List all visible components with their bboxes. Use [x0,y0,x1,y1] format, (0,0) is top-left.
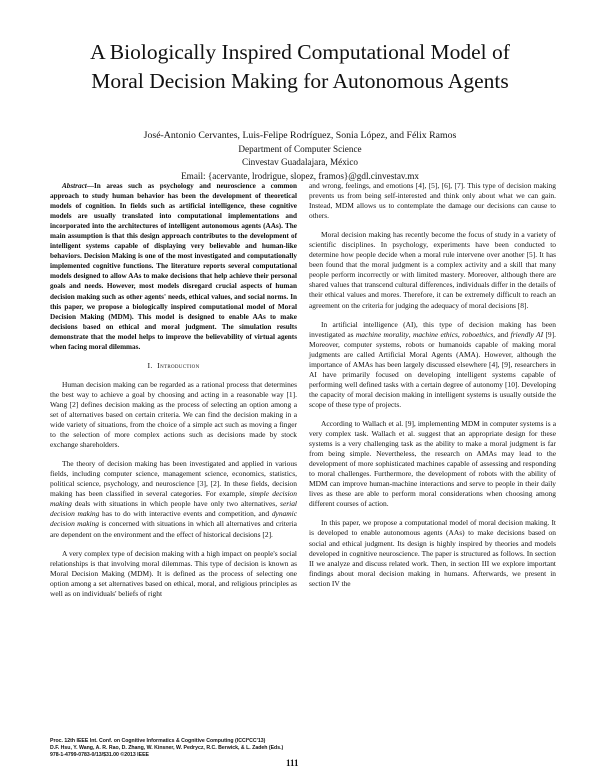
footer-line-1: Proc. 12th IEEE Int. Conf. on Cognitive Informatics & Cognitive Computing (ICCI*CC'13) [50,738,266,744]
emphasis: machine morality [355,329,409,339]
author-block [40,129,560,183]
abstract-label: Abstract [62,182,87,190]
emphasis: machine ethics [412,329,458,339]
paragraph: Moral decision making has recently become the focus of study in a variety of scientific disciplines. In psychology, experiments have been conducted to determine how people decide when a moral rule intervene over another [5]. It has been found that the moral judgment is a complex activity and a skill that many people perform incorrectly or with limited mastery. Moreover, although there are shared values that transcend cultural differences, individuals differ in the details of their ethical values and mores. Therefore, it can be extremely difficult to reach an agreement on the criteria for judging the adequacy of moral decisions [8]. [309,230,556,310]
footer-line-2: D.F. Hsu, Y. Wang, A. R. Rao, D. Zhang, W. Kinsner, W. Pedrycz, R.C. Berwick, & L. Zadeh (Eds.) [50,745,284,751]
left-column [50,181,297,608]
emphasis: friendly AI [510,329,544,339]
emphasis: serial decision making [50,499,297,519]
emphasis: simple decision making [50,489,297,509]
emphasis: dynamic decision making [50,509,298,529]
paragraph: The theory of decision making has been investigated and applied in various fields, including computer science, management science, economics, statistics, political science, psychology, and neuroscience [3], [2]. In these fields, decision making has been classified in several categories. For example, simple decision making deals with situations in which people have only two alternatives, serial decision making has to do with interactive events and competition, and dynamic decision making is concerned with situations in which all alternatives and criteria are dependent on the environment and the effect of historical decisions [2]. [50,459,298,539]
section-title: Introduction [157,360,200,370]
paragraph: and wrong, feelings, and emotions [4], [5], [6], [7]. This type of decision making prevents us from being self-interested and think only about what we can gain. Instead, MDM allows us to contemplate the damage our decisions can cause to others. [309,181,556,221]
paragraph: In this paper, we propose a computational model of moral decision making. It is developed to enable autonomous agents (AAs) to make decisions based on social and ethical judgment. Its design is highly inspired by theories and models developed in cognitive neuroscience. The paper is structured as follows. In section II we analyze and discuss related work. Then, in section III we explore important findings about moral decision making in humans. Afterwards, we present in section IV the [309,518,556,588]
paragraph: A very complex type of decision making with a high impact on people's social relationships is that involving moral dilemmas. This type of decision is known as Moral Decision Making (MDM). It is defined as the process of selecting one option among a set alternatives based on ethical, moral, and religious principles as well as on individuals' beliefs of right [50,548,297,598]
author-institution: Cinvestav Guadalajara, México [241,157,359,168]
author-names: José-Antonio Cervantes, Luis-Felipe Rodríguez, Sonia López, and Félix Ramos [143,130,457,141]
title-line-2: Moral Decision Making for Autonomous Agents [91,69,509,93]
section-number: I. [147,360,153,370]
section-heading-introduction [50,361,297,371]
paragraph: Human decision making can be regarded as a rational process that determines the best way to achieve a goal by choosing and acting in a reasonable way [1]. Wang [2] defines decision making as the process of selecting an option among a set of alternatives based on certain criteria. We can find the decision making in a wide variety of situations, from the choice of a simple act such as moving a finger to the selection of more complex actions such as decisions made by stock exchange shareholders. [50,379,297,450]
right-column [309,181,556,598]
paper-title [40,38,560,96]
author-email: Email: {acervante, lrodrigue, slopez, framos}@gdl.cinvestav.mx [181,170,419,181]
footer-line-3: 978-1-4799-0783-0/13/$31.00 ©2013 IEEE [50,752,150,758]
title-line-1: A Biologically Inspired Computational Model of [90,40,510,64]
paragraph: According to Wallach et al. [9], implementing MDM in computer systems is a very complex task. Wallach et al. suggest that an appropriate design for these systems is a very challenging task as the ability to make a moral judgment is far from being simple. Nevertheless, the research on AMAs may lead to the development of more sophisticated machines capable of assessing and responding to moral challenges. Furthermore, the development of robots with the ability of MDM can improve human-machine interactions and serve to people in their daily lives as these are able to perform moral considerations when choosing among different courses of action. [309,418,556,509]
abstract [50,181,297,352]
emphasis: roboethics [462,329,494,339]
author-department: Department of Computer Science [238,144,362,155]
abstract-text: —In areas such as psychology and neuroscience a common approach to study human behavior has been the development of theoretical models of cognition. In fields such as artificial intelligence, these cognitive models are usually translated into computational implementations and incorporated into the architectures of intelligent autonomous agents (AAs). The main assumption is that this design approach contributes to the development of intelligent systems capable of displaying very believable and human-like behaviors. Decision Making is one of the most investigated and computationally implemented cognitive functions. The literature reports several computational models designed to allow AAs to make decisions that help achieve their personal goals and needs. However, most models disregard crucial aspects of human decision making such as other agents' needs, ethical values, and social norms. In this paper, we propose a biologically inspired computational model of Moral Decision Making (MDM). This model is designed to enable AAs to make decisions based on ethical and moral judgment. The simulation results demonstrate that the model helps to improve the believability of virtual agents when facing moral dilemmas. [50,182,297,351]
paragraph: In artificial intelligence (AI), this type of decision making has been investigated as machine morality, machine ethics, roboethics, and friendly AI [9]. Moreover, computer systems, robots or humanoids capable of making moral judgments are called Artificial Moral Agents (AMA). However, although the importance of AMAs has been largely discussed elsewhere [4], [9], researchers in AI have primarily focused on developing intelligent systems capable of performing well defined tasks with a certain degree of autonomy [10]. Developing the capacity of moral decision making in intelligent systems is usually outside the scope of these type of projects. [309,319,556,409]
page-number: 111 [286,758,299,768]
publication-footer [50,738,284,759]
